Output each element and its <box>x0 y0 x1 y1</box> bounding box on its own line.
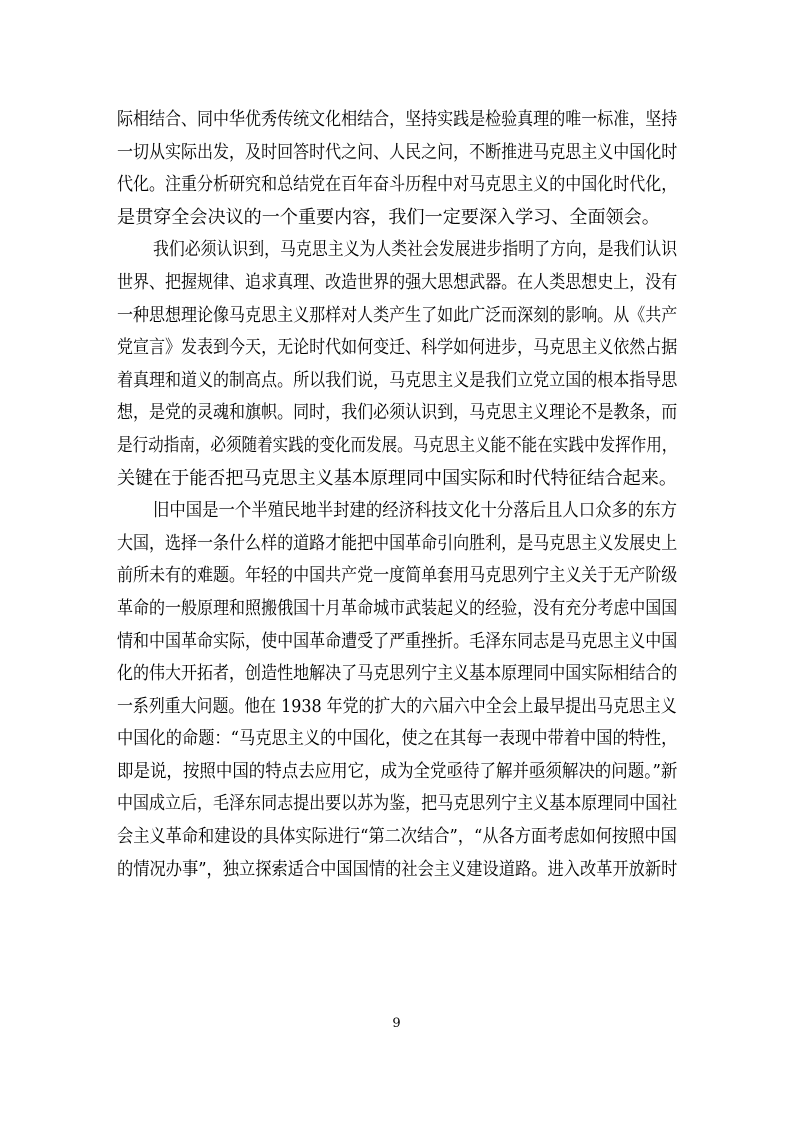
text-line: 前所未有的难题。年轻的中国共产党一度简单套用马克思列宁主义关于无产阶级 <box>117 565 678 587</box>
text-line: 即是说，按照中国的特点去应用它，成为全党亟待了解并亟须解决的问题。”新 <box>117 760 678 782</box>
text-line: 是贯穿全会决议的一个重要内容，我们一定要深入学习、全面领会。 <box>117 206 660 228</box>
text-line: 想，是党的灵魂和旗帜。同时，我们必须认识到，马克思主义理论不是教条，而 <box>117 402 678 424</box>
text-line: 党宣言》发表到今天，无论时代如何变迁、科学如何进步，马克思主义依然占据 <box>117 337 678 359</box>
page-number: 9 <box>392 1016 401 1031</box>
text-line: 代化。注重分析研究和总结党在百年奋斗历程中对马克思主义的中国化时代化， <box>117 174 678 196</box>
body-text <box>117 104 677 886</box>
text-line: 一切从实际出发，及时回答时代之问、人民之问，不断推进马克思主义中国化时 <box>117 141 678 163</box>
text-line: 革命的一般原理和照搬俄国十月革命城市武装起义的经验，没有充分考虑中国国 <box>117 597 678 619</box>
text-line: 一种思想理论像马克思主义那样对人类产生了如此广泛而深刻的影响。从《共产 <box>117 304 678 326</box>
text-line: 一系列重大问题。他在 1938 年党的扩大的六届六中全会上最早提出马克思主义 <box>117 695 677 717</box>
text-line: 中国化的命题：“马克思主义的中国化，使之在其每一表现中带着中国的特性， <box>117 728 678 750</box>
text-line: 际相结合、同中华优秀传统文化相结合，坚持实践是检验真理的唯一标准，坚持 <box>117 109 678 130</box>
text-line: 的情况办事”，独立探索适合中国国情的社会主义建设道路。进入改革开放新时 <box>117 858 678 880</box>
text-line: 关键在于能否把马克思主义基本原理同中国实际和时代特征结合起来。 <box>117 467 677 489</box>
paragraph-first-line: 旧中国是一个半殖民地半封建的经济科技文化十分落后且人口众多的东方 <box>153 500 678 522</box>
text-line: 情和中国革命实际，使中国革命遭受了严重挫折。毛泽东同志是马克思主义中国 <box>117 630 678 652</box>
text-line: 大国，选择一条什么样的道路才能把中国革命引向胜利，是马克思主义发展史上 <box>117 532 678 554</box>
text-line: 着真理和道义的制高点。所以我们说，马克思主义是我们立党立国的根本指导思 <box>117 369 678 391</box>
text-line: 是行动指南，必须随着实践的变化而发展。马克思主义能不能在实践中发挥作用， <box>117 434 678 456</box>
text-line: 中国成立后，毛泽东同志提出要以苏为鉴，把马克思列宁主义基本原理同中国社 <box>117 793 678 815</box>
text-line: 会主义革命和建设的具体实际进行“第二次结合”，“从各方面考虑如何按照中国 <box>117 826 677 848</box>
text-line: 化的伟大开拓者，创造性地解决了马克思列宁主义基本原理同中国实际相结合的 <box>117 663 678 685</box>
text-line: 世界、把握规律、追求真理、改造世界的强大思想武器。在人类思想史上，没有 <box>117 271 678 293</box>
paragraph-first-line: 我们必须认识到，马克思主义为人类社会发展进步指明了方向，是我们认识 <box>153 239 678 261</box>
